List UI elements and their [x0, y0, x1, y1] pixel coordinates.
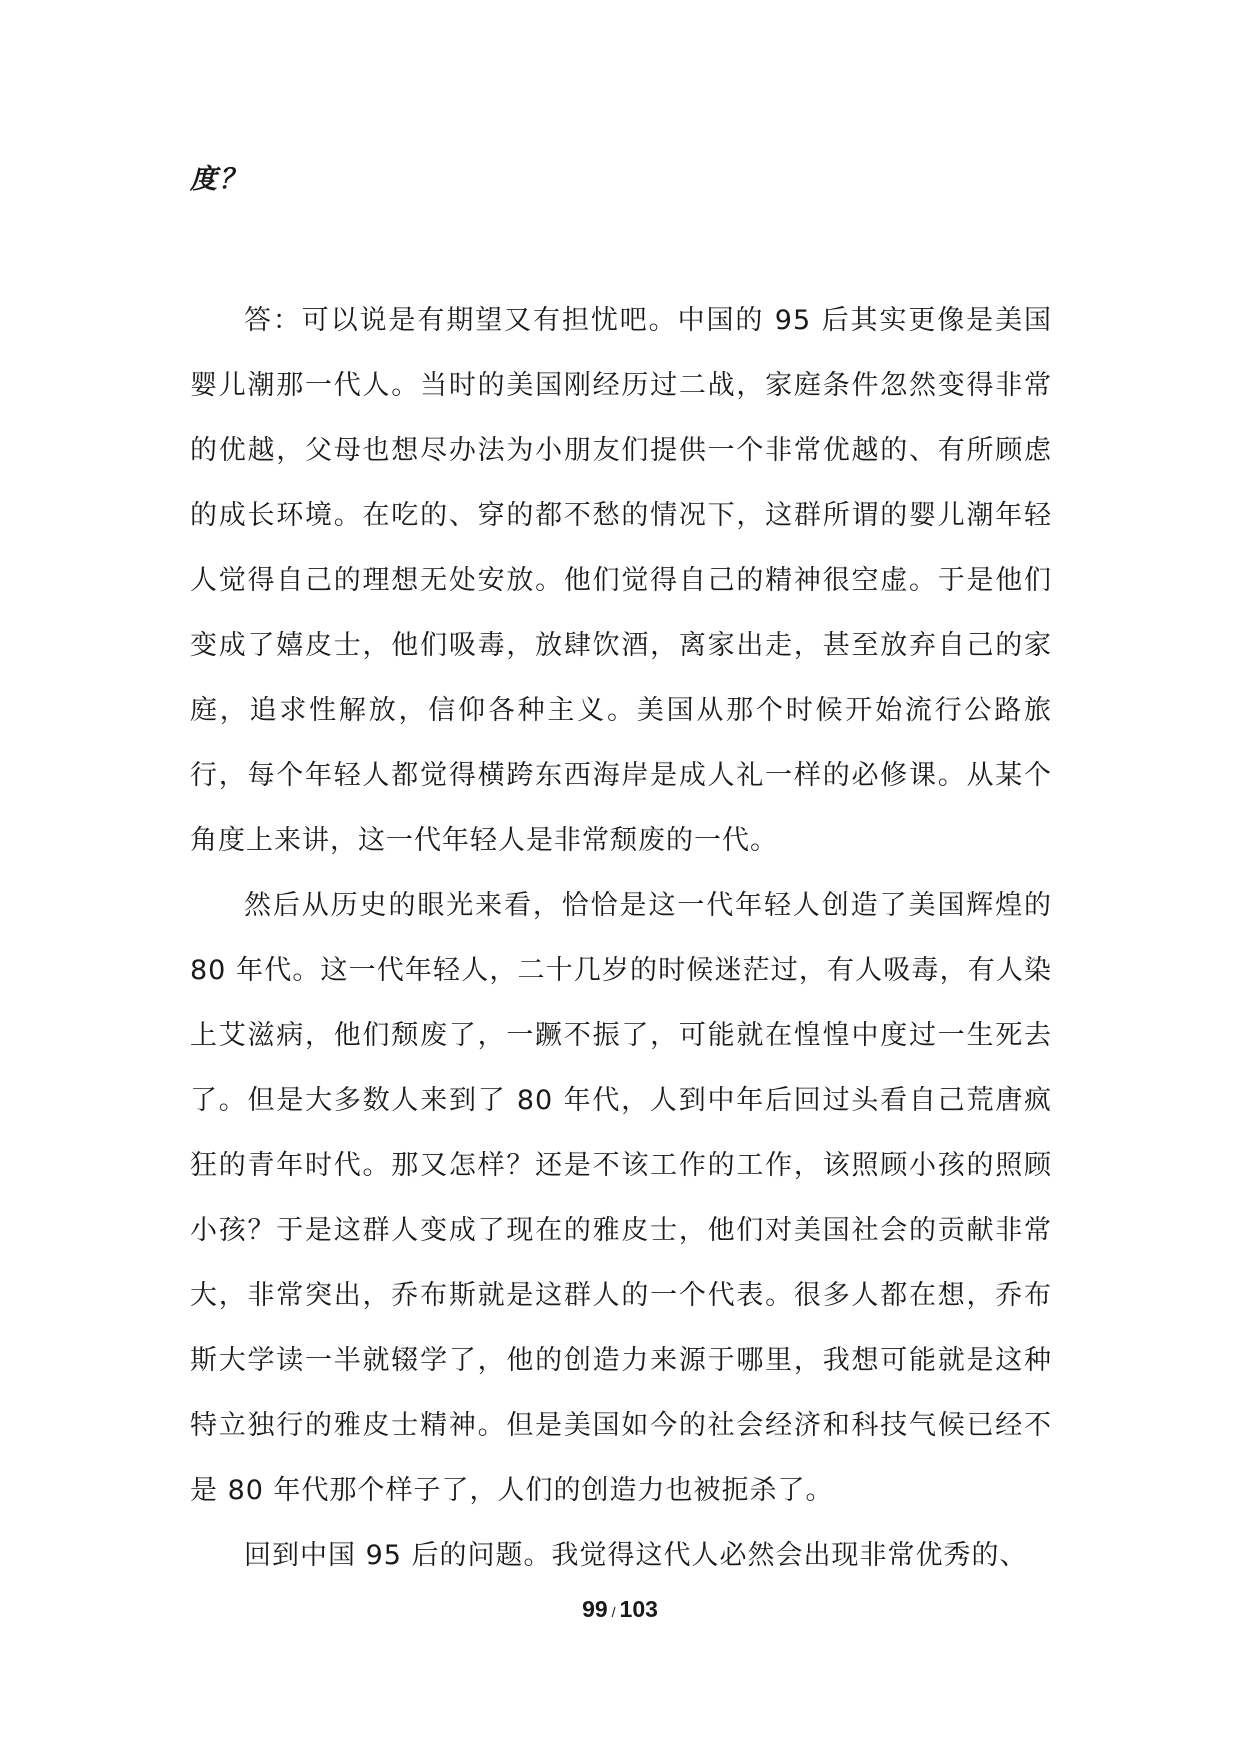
answer-paragraph-1: 答：可以说是有期望又有担忧吧。中国的 95 后其实更像是美国婴儿潮那一代人。当时的美国刚经历过二战，家庭条件忽然变得非常的优越，父母也想尽办法为小朋友们提供一个非常优越的、有所顾虑的成长环境。在吃的、穿的都不愁的情况下，这群所谓的婴儿潮年轻人觉得自己的理想无处安放。他们觉得自己的精神很空虚。于是他们变成了嬉皮士，他们吸毒，放肆饮酒，离家出走，甚至放弃自己的家庭，追求性解放，信仰各种主义。美国从那个时候开始流行公路旅行，每个年轻人都觉得横跨东西海岸是成人礼一样的必修课。从某个角度上来讲，这一代年轻人是非常颓废的一代。	[190, 305, 1052, 856]
answer-paragraph-2: 然后从历史的眼光来看，恰恰是这一代年轻人创造了美国辉煌的 80 年代。这一代年轻人，二十几岁的时候迷茫过，有人吸毒，有人染上艾滋病，他们颓废了，一蹶不振了，可能就在惶惶中度过一生死去了。但是大多数人来到了 80 年代，人到中年后回过头看自己荒唐疯狂的青年时代。那又怎样？还是不该工作的工作，该照顾小孩的照顾小孩？于是这群人变成了现在的雅皮士，他们对美国社会的贡献非常大，非常突出，乔布斯就是这群人的一个代表。很多人都在想，乔布斯大学读一半就辍学了，他的创造力来源于哪里，我想可能就是这种特立独行的雅皮士精神。但是美国如今的社会经济和科技气候已经不是 80 年代那个样子了，人们的创造力也被扼杀了。	[190, 890, 1052, 1506]
page-number	[0, 1594, 1240, 1627]
question-heading-tail: 度？	[190, 164, 248, 195]
page-separator: /	[611, 1604, 616, 1620]
total-pages-number: 103	[619, 1596, 658, 1622]
body-text	[190, 288, 1052, 1588]
answer-paragraph-3: 回到中国 95 后的问题。我觉得这代人必然会出现非常优秀的、	[244, 1540, 1028, 1571]
current-page-number: 99	[582, 1596, 608, 1622]
